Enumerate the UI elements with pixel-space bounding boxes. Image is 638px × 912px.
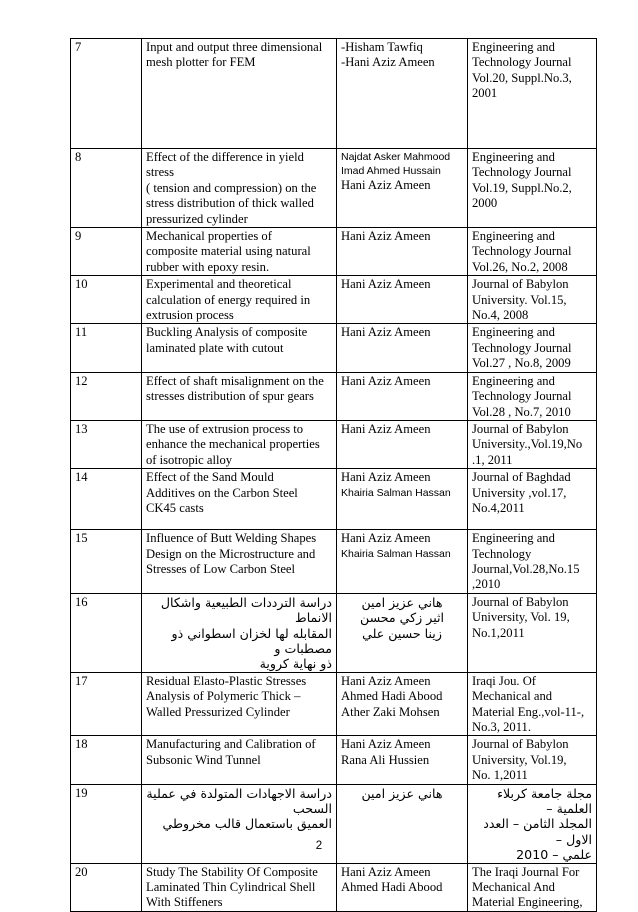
cell-line: Subsonic Wind Tunnel [146, 752, 261, 767]
row-number-text: 17 [75, 673, 88, 688]
paper-title [142, 530, 337, 594]
paper-title [142, 420, 337, 468]
cell-line: Hani Aziz Ameen [341, 229, 431, 244]
cell-line: University ,vol.17, [472, 485, 567, 500]
row-number [71, 420, 142, 468]
cell-line: Input and output three dimensional [146, 40, 323, 54]
cell-line: Engineering and [472, 229, 555, 244]
cell-line: No.4, 2008 [472, 308, 529, 323]
cell-line: Ahmed Hadi Abood [341, 689, 443, 704]
table-row [71, 736, 597, 784]
cell-line: University, Vol.19, [472, 752, 567, 767]
cell-line: دراسة الاجهادات المتولدة في عملية السحب [146, 785, 332, 817]
journal-info [468, 530, 597, 594]
cell-line: University. Vol.15, [472, 292, 567, 307]
cell-line: هاني عزيز امين [361, 594, 443, 610]
cell-line: The use of extrusion process to [146, 421, 304, 436]
cell-line: دراسة الترددات الطبيعية واشكال الانماط [160, 594, 332, 626]
publications-table [70, 38, 597, 912]
cell-line: Technology [472, 546, 532, 561]
cell-line: composite material using natural [146, 244, 311, 259]
cell-line: Buckling Analysis of composite [146, 325, 308, 340]
paper-title [142, 863, 337, 911]
paper-authors [337, 593, 468, 672]
cell-line: Hani Aziz Ameen [341, 864, 431, 879]
journal-info [468, 863, 597, 911]
cell-line: ,2010 [472, 577, 501, 592]
paper-title [142, 228, 337, 276]
cell-line: 2000 [472, 196, 498, 211]
cell-line: Mechanical and [472, 689, 553, 704]
paper-authors [337, 372, 468, 420]
cell-line: Manufacturing and Calibration of [146, 737, 316, 752]
table-row [71, 149, 597, 228]
paper-authors [337, 420, 468, 468]
row-number-text: 9 [75, 229, 82, 244]
journal-info [468, 372, 597, 420]
cell-line: University, Vol. 19, [472, 610, 570, 625]
row-number-text: 11 [75, 325, 88, 340]
cell-line: Hani Aziz Ameen [341, 178, 431, 192]
cell-line: مجلة جامعة كربلاء العلمية – [497, 785, 592, 817]
cell-line: Journal,Vol.28,No.15 [472, 561, 580, 576]
cell-line: Hani Aziz Ameen [341, 277, 431, 292]
row-number [71, 469, 142, 530]
paper-authors [337, 149, 468, 228]
cell-line: 2001 [472, 86, 498, 101]
row-number-text: 8 [75, 150, 82, 164]
cell-line: rubber with epoxy resin. [146, 259, 270, 274]
cell-line: المجلد الثامن – العدد الاول – [483, 816, 592, 847]
publications-table-body [71, 39, 597, 912]
journal-info [468, 228, 597, 276]
table-row [71, 372, 597, 420]
row-number [71, 276, 142, 324]
cell-line: Rana Ali Hussien [341, 752, 430, 767]
paper-title [142, 736, 337, 784]
cell-line: -Hisham Tawfiq [341, 40, 423, 54]
row-number [71, 228, 142, 276]
row-number [71, 372, 142, 420]
page-number: 2 [315, 840, 323, 852]
paper-authors [337, 736, 468, 784]
cell-line: Additives on the Carbon Steel [146, 485, 298, 500]
paper-authors [337, 39, 468, 149]
cell-line: With Stiffeners [146, 895, 223, 910]
cell-line: Khairia Salman Hassan [341, 486, 451, 499]
cell-line: Technology Journal [472, 244, 572, 259]
table-row [71, 420, 597, 468]
cell-line: The Iraqi Journal For [472, 864, 580, 879]
cell-line: Experimental and theoretical [146, 277, 292, 292]
paper-title [142, 469, 337, 530]
row-number-text: 7 [75, 40, 82, 54]
cell-line: Hani Aziz Ameen [341, 373, 431, 388]
row-number [71, 149, 142, 228]
paper-title [142, 149, 337, 228]
journal-info [468, 736, 597, 784]
cell-line: Vol.19, Suppl.No.2, [472, 180, 572, 195]
cell-line: Technology Journal [472, 389, 572, 404]
cell-line: No.1,2011 [472, 625, 525, 640]
cell-line: stress distribution of thick walled [146, 196, 314, 211]
cell-line: Ather Zaki Mohsen [341, 704, 440, 719]
row-number-text: 14 [75, 470, 88, 485]
cell-line: Journal of Babylon [472, 594, 569, 609]
cell-line: Hani Aziz Ameen [341, 673, 431, 688]
cell-line: Vol.27 , No.8, 2009 [472, 356, 571, 371]
row-number-text: 10 [75, 277, 88, 292]
journal-info [468, 469, 597, 530]
cell-line: Analysis of Polymeric Thick – [146, 689, 301, 704]
cell-line: Journal of Baghdad [472, 470, 571, 485]
row-number [71, 863, 142, 911]
row-number-text: 18 [75, 737, 88, 752]
cell-line: Hani Aziz Ameen [341, 470, 431, 485]
cell-line: Najdat Asker Mahmood [341, 151, 451, 163]
cell-line: علمي – 2010 [516, 847, 592, 863]
cell-line: stresses distribution of spur gears [146, 389, 314, 404]
cell-line: Laminated Thin Cylindrical Shell [146, 880, 316, 895]
paper-authors [337, 228, 468, 276]
cell-line: Journal of Babylon [472, 277, 569, 292]
cell-line: Vol.26, No.2, 2008 [472, 259, 568, 274]
cell-line: Mechanical And [472, 880, 555, 895]
row-number-text: 15 [75, 531, 88, 546]
paper-authors [337, 863, 468, 911]
row-number-text: 13 [75, 421, 88, 436]
paper-title [142, 372, 337, 420]
row-number [71, 593, 142, 672]
cell-line: Hani Aziz Ameen [341, 325, 431, 340]
row-number-text: 12 [75, 373, 88, 388]
cell-line: هاني عزيز امين [361, 785, 443, 801]
cell-line: No.4,2011 [472, 500, 525, 515]
row-number [71, 324, 142, 372]
paper-authors [337, 324, 468, 372]
paper-authors [337, 276, 468, 324]
cell-line: Mechanical properties of [146, 229, 272, 244]
cell-line: زينا حسين علي [362, 625, 442, 641]
cell-line: mesh plotter for FEM [146, 55, 256, 70]
cell-line: Engineering and [472, 150, 555, 164]
cell-line: Stresses of Low Carbon Steel [146, 561, 296, 576]
cell-line: Khairia Salman Hassan [341, 547, 451, 560]
cell-line: .1, 2011 [472, 452, 513, 467]
cell-line: المقابله لها لخزان اسطواني ذو مصطبات و [171, 625, 332, 656]
cell-line: Iraqi Jou. Of [472, 673, 537, 688]
journal-info [468, 39, 597, 149]
cell-line: No.3, 2011. [472, 720, 532, 734]
row-number-text: 20 [75, 864, 88, 879]
cell-line: Hani Aziz Ameen [341, 421, 431, 436]
journal-info [468, 324, 597, 372]
cell-line: Hani Aziz Ameen [341, 737, 431, 752]
row-number [71, 736, 142, 784]
table-row [71, 39, 597, 149]
table-row [71, 469, 597, 530]
cell-line: Effect of the Sand Mould [146, 470, 274, 485]
row-number [71, 39, 142, 149]
paper-title [142, 324, 337, 372]
cell-line: Engineering and [472, 325, 555, 340]
cell-line: stress [146, 165, 174, 180]
paper-title [142, 39, 337, 149]
cell-line: Technology Journal [472, 340, 572, 355]
cell-line: enhance the mechanical properties [146, 437, 320, 452]
cell-line: Design on the Microstructure and [146, 546, 316, 561]
cell-line: Walled Pressurized Cylinder [146, 704, 290, 719]
cell-line: Engineering and [472, 373, 555, 388]
cell-line: اثير زكي محسن [359, 610, 445, 626]
journal-info [468, 593, 597, 672]
cell-line: العميق باستعمال قالب مخروطي [162, 816, 332, 832]
cell-line: Vol.28 , No.7, 2010 [472, 404, 571, 419]
table-row [71, 276, 597, 324]
cell-line: Effect of the difference in yield [146, 150, 304, 164]
cell-line: laminated plate with cutout [146, 340, 284, 355]
cell-line: Journal of Babylon [472, 737, 569, 752]
paper-authors [337, 469, 468, 530]
cell-line: Engineering and [472, 40, 555, 54]
cell-line: Material Engineering, [472, 895, 583, 910]
cell-line: of isotropic alloy [146, 452, 233, 467]
cell-line: University.,Vol.19,No [472, 437, 583, 452]
cell-line: Journal of Babylon [472, 421, 569, 436]
cell-line: Residual Elasto-Plastic Stresses [146, 673, 307, 688]
cell-line: ذو نهاية كروية [259, 656, 332, 672]
cell-line: Material Eng.,vol-11-, [472, 704, 585, 719]
cell-line: Effect of shaft misalignment on the [146, 373, 324, 388]
cell-line: pressurized cylinder [146, 211, 248, 226]
row-number-text: 19 [75, 785, 88, 800]
cell-line: ( tension and compression) on the [146, 180, 317, 195]
cell-line: Influence of Butt Welding Shapes [146, 531, 317, 546]
table-row [71, 672, 597, 736]
cell-line: No. 1,2011 [472, 768, 528, 783]
cell-line: calculation of energy required in [146, 292, 311, 307]
cell-line: Hani Aziz Ameen [341, 531, 431, 546]
cell-line: Imad Ahmed Hussain [341, 165, 441, 177]
journal-info [468, 276, 597, 324]
cell-line: Technology Journal [472, 55, 572, 70]
table-row [71, 228, 597, 276]
table-row [71, 530, 597, 594]
cell-line: Ahmed Hadi Abood [341, 880, 443, 895]
cell-line: Study The Stability Of Composite [146, 864, 318, 879]
table-row [71, 863, 597, 911]
row-number [71, 530, 142, 594]
journal-info [468, 420, 597, 468]
row-number-text: 16 [75, 594, 88, 609]
table-row [71, 593, 597, 672]
paper-authors [337, 672, 468, 736]
journal-info [468, 672, 597, 736]
row-number [71, 672, 142, 736]
journal-info [468, 149, 597, 228]
paper-title [142, 672, 337, 736]
paper-title [142, 593, 337, 672]
cell-line: CK45 casts [146, 500, 204, 515]
paper-authors [337, 530, 468, 594]
cell-line: -Hani Aziz Ameen [341, 55, 435, 70]
table-row [71, 324, 597, 372]
cell-line: Technology Journal [472, 165, 572, 180]
cell-line: extrusion process [146, 308, 234, 323]
cell-line: Vol.20, Suppl.No.3, [472, 70, 572, 85]
cell-line: Engineering and [472, 531, 555, 546]
paper-title [142, 276, 337, 324]
